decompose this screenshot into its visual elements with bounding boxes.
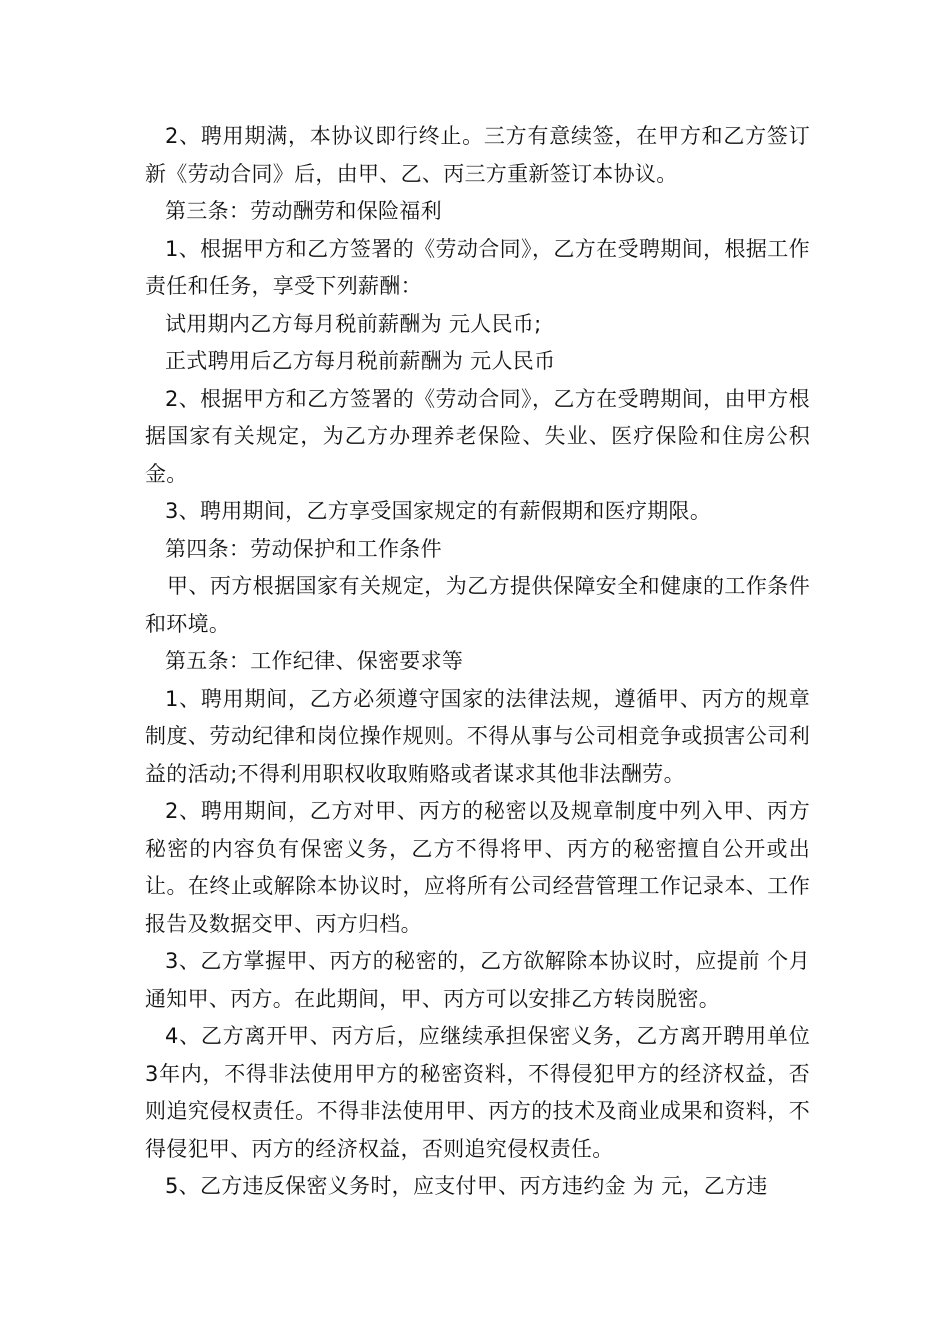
paragraph-probation-salary: 试用期内乙方每月税前薪酬为 元人民币;	[165, 311, 542, 336]
heading-article-4: 第四条：劳动保护和工作条件	[165, 536, 442, 561]
paragraph-post-employment: 4、乙方离开甲、丙方后，应继续承担保密义务，乙方离开聘用单位3年内，不得非法使用甲方的秘密资料，不得侵犯甲方的经济权益，否则追究侵权责任。不得非法使用甲、丙方的技术及商业成果和资料，不得侵犯甲、丙方的经济权益，否则追究侵权责任。	[145, 1024, 810, 1161]
paragraph-salary-basis: 1、根据甲方和乙方签署的《劳动合同》，乙方在受聘期间，根据工作责任和任务，享受下列薪酬：	[145, 236, 810, 298]
heading-article-3: 第三条：劳动酬劳和保险福利	[165, 199, 442, 223]
paragraph-formal-salary: 正式聘用后乙方每月税前薪酬为 元人民币	[165, 349, 556, 373]
paragraph-confidentiality: 2、聘用期间，乙方对甲、丙方的秘密以及规章制度中列入甲、丙方秘密的内容负有保密义务，乙方不得将甲、丙方的秘密擅自公开或出让。在终止或解除本协议时，应将所有公司经营管理工作记录本、工作报告及数据交甲、丙方归档。	[145, 799, 810, 936]
paragraph-renewal-clause: 2、聘用期满，本协议即行终止。三方有意续签，在甲方和乙方签订新《劳动合同》后，由甲、乙、丙三方重新签订本协议。	[145, 124, 810, 186]
heading-article-5: 第五条：工作纪律、保密要求等	[165, 649, 464, 673]
paragraph-work-conditions: 甲、丙方根据国家有关规定，为乙方提供保障安全和健康的工作条件和环境。	[145, 574, 810, 636]
document-body	[145, 118, 810, 1206]
paragraph-penalty: 5、乙方违反保密义务时，应支付甲、丙方违约金 为 元，乙方违	[165, 1174, 768, 1198]
paragraph-insurance: 2、根据甲方和乙方签署的《劳动合同》，乙方在受聘期间，由甲方根据国家有关规定，为乙方办理养老保险、失业、医疗保险和住房公积金。	[145, 386, 810, 486]
paragraph-notice-period: 3、乙方掌握甲、丙方的秘密的，乙方欲解除本协议时，应提前 个月通知甲、丙方。在此期间，甲、丙方可以安排乙方转岗脱密。	[145, 949, 810, 1011]
paragraph-paid-leave: 3、聘用期间，乙方享受国家规定的有薪假期和医疗期限。	[165, 499, 712, 523]
paragraph-discipline: 1、聘用期间，乙方必须遵守国家的法律法规，遵循甲、丙方的规章制度、劳动纪律和岗位操作规则。不得从事与公司相竞争或损害公司利益的活动;不得利用职权收取贿赂或者谋求其他非法酬劳。	[145, 686, 810, 786]
